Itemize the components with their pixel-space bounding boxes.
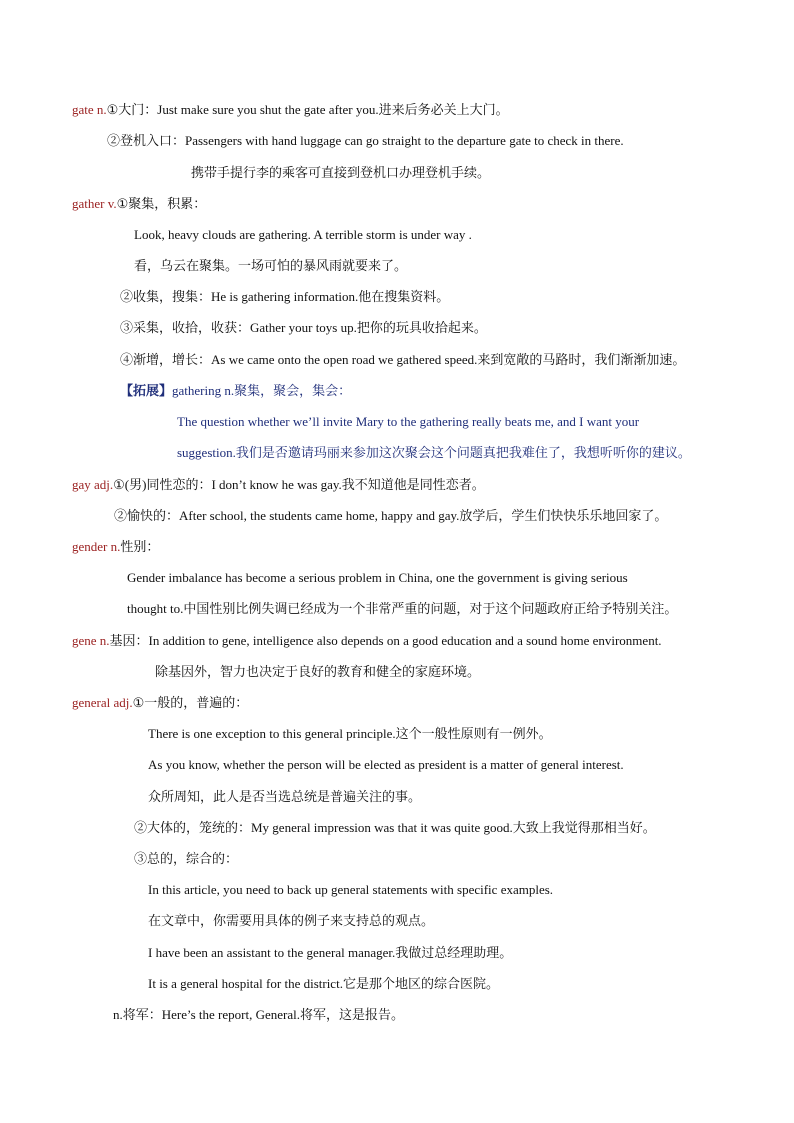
general-sense-1-example-1: There is one exception to this general principle.这个一般性原则有一例外。 <box>148 726 552 741</box>
gathering-example-line-2: suggestion.我们是否邀请玛丽来参加这次聚会这个问题真把我难住了，我想听听你的建议。 <box>177 445 691 460</box>
gender-example-line-1: Gender imbalance has become a serious problem in China, one the government is giving serious <box>127 570 628 585</box>
gather-extension <box>120 382 351 400</box>
gate-sense-1: ①大门：Just make sure you shut the gate after you.进来后务必关上大门。 <box>106 102 509 117</box>
extension-tag: 【拓展】 <box>120 383 173 398</box>
gather-sense-2: ②收集，搜集：He is gathering information.他在搜集资料。 <box>120 289 450 304</box>
general-sense-1-translation-2: 众所周知，此人是否当选总统是普遍关注的事。 <box>148 789 422 804</box>
headword-gay: gay adj. <box>72 477 114 492</box>
gathering-definition: gathering n.聚集，聚会，集会： <box>172 383 352 398</box>
gathering-example-line-1: The question whether we’ll invite Mary to the gathering really beats me, and I want your <box>177 414 640 429</box>
gather-sense-1-translation: 看，乌云在聚集。一场可怕的暴风雨就要来了。 <box>134 258 408 273</box>
gay-sense-1: ①(男)同性恋的：I don’t know he was gay.我不知道他是同性恋者。 <box>113 477 485 492</box>
gather-sense-4: ④渐增，增长：As we came onto the open road we gathered speed.来到宽敞的马路时，我们渐渐加速。 <box>120 352 686 367</box>
gene-translation: 除基因外，智力也决定于良好的教育和健全的家庭环境。 <box>155 664 481 679</box>
general-noun-sense: n.将军：Here’s the report, General.将军，这是报告。 <box>113 1007 404 1022</box>
gate-sense-2-translation: 携带手提行李的乘客可直接到登机口办理登机手续。 <box>191 165 491 180</box>
gather-sense-1: ①聚集，积累： <box>116 196 207 211</box>
general-sense-3-example-3: It is a general hospital for the district.它是那个地区的综合医院。 <box>148 976 499 991</box>
gate-sense-2: ②登机入口：Passengers with hand luggage can go straight to the departure gate to check in there. <box>107 133 624 148</box>
headword-gate: gate n. <box>72 102 107 117</box>
general-sense-1-example-2: As you know, whether the person will be elected as president is a matter of general interest. <box>148 757 624 772</box>
headword-gene: gene n. <box>72 633 110 648</box>
general-sense-1: ①一般的，普遍的： <box>132 695 249 710</box>
gender-sense-1: 性别： <box>120 539 160 554</box>
gather-sense-1-example: Look, heavy clouds are gathering. A terrible storm is under way . <box>134 227 472 242</box>
headword-gather: gather v. <box>72 196 117 211</box>
entry-gene <box>72 632 662 650</box>
entry-gather <box>72 195 206 213</box>
general-sense-3: ③总的，综合的： <box>134 851 239 866</box>
entry-gate <box>72 101 509 119</box>
general-sense-3-example-2: I have been an assistant to the general manager.我做过总经理助理。 <box>148 945 513 960</box>
general-sense-3-translation-1: 在文章中，你需要用具体的例子来支持总的观点。 <box>148 913 435 928</box>
general-sense-3-example-1: In this article, you need to back up general statements with specific examples. <box>148 882 554 897</box>
entry-gay <box>72 476 485 494</box>
entry-gender <box>72 538 159 556</box>
gay-sense-2: ②愉快的：After school, the students came home, happy and gay.放学后，学生们快快乐乐地回家了。 <box>114 508 668 523</box>
gender-example-line-2: thought to.中国性别比例失调已经成为一个非常严重的问题，对于这个问题政府正给予特别关注。 <box>127 601 678 616</box>
headword-gender: gender n. <box>72 539 121 554</box>
gene-sense-1: 基因：In addition to gene, intelligence also depends on a good education and a sound home environment. <box>109 633 662 648</box>
entry-general <box>72 694 248 712</box>
general-sense-2: ②大体的，笼统的：My general impression was that it was quite good.大致上我觉得那相当好。 <box>134 820 656 835</box>
headword-general: general adj. <box>72 695 133 710</box>
gather-sense-3: ③采集，收拾，收获：Gather your toys up.把你的玩具收拾起来。 <box>120 320 487 335</box>
